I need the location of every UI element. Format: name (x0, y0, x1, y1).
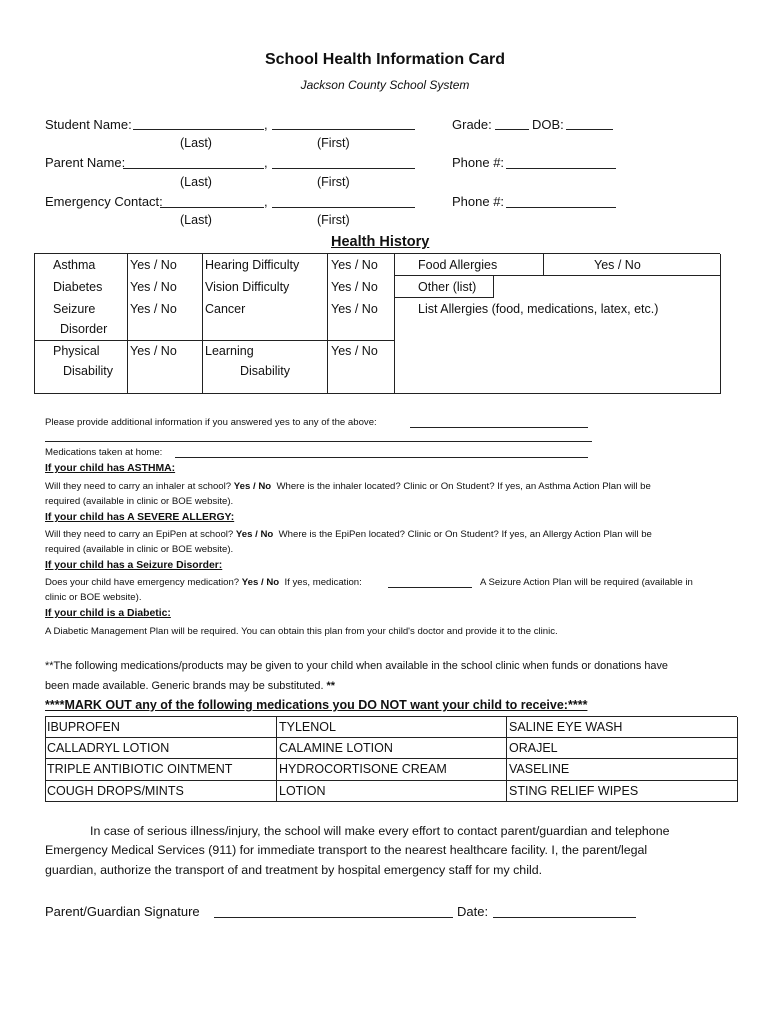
med-hydrocortisone[interactable]: HYDROCORTISONE CREAM (279, 762, 447, 776)
seizure-medication-yes-no[interactable]: Yes / No (241, 577, 280, 588)
seizure-line-1 (45, 577, 362, 588)
dob-label: DOB: (532, 117, 564, 132)
student-first-name-field[interactable] (272, 116, 414, 130)
parent-last-name-field[interactable] (123, 154, 264, 168)
diabetes-yes-no[interactable]: Yes / No (130, 280, 177, 294)
parent-last-line (123, 168, 264, 169)
dob-line (566, 129, 613, 130)
mark-out-heading: ****MARK OUT any of the following medications you DO NOT want your child to receive:**** (45, 698, 588, 712)
grade-line (495, 129, 529, 130)
allergy-heading: If your child has A SEVERE ALLERGY: (45, 512, 235, 523)
meds-notice-line-2 (45, 680, 335, 692)
additional-info-label: Please provide additional information if you answered yes to any of the above: (45, 417, 377, 428)
physical-disability-yes-no[interactable]: Yes / No (130, 344, 177, 358)
condition-learning: Learning (205, 344, 254, 358)
seizure-yes-no[interactable]: Yes / No (130, 302, 177, 316)
med-cough-drops[interactable]: COUGH DROPS/MINTS (47, 784, 184, 798)
emergency-phone-line (506, 207, 616, 208)
signature-label: Parent/Guardian Signature (45, 904, 200, 919)
condition-hearing: Hearing Difficulty (205, 258, 300, 272)
allergy-epipen-yes-no[interactable]: Yes / No (235, 529, 274, 540)
parent-comma: , (264, 155, 268, 170)
student-first-line (272, 129, 415, 130)
emergency-phone-field[interactable] (506, 193, 615, 207)
meds-notice-line-1: **The following medications/products may be given to your child when available in the school clinic when funds or donations have (45, 660, 668, 672)
parent-phone-field[interactable] (506, 154, 615, 168)
med-saline-eye-wash[interactable]: SALINE EYE WASH (509, 720, 623, 734)
parent-first-line (272, 168, 415, 169)
med-tylenol[interactable]: TYLENOL (279, 720, 336, 734)
emergency-first-line (272, 207, 415, 208)
list-allergies-label: List Allergies (food, medications, latex, etc.) (418, 302, 659, 316)
allergy-line-1 (45, 529, 652, 540)
vision-yes-no[interactable]: Yes / No (331, 280, 378, 294)
parent-name-label: Parent Name: (45, 155, 126, 170)
emergency-comma: , (264, 194, 268, 209)
asthma-heading: If your child has ASTHMA: (45, 463, 176, 474)
date-label: Date: (457, 904, 489, 919)
cancer-yes-no[interactable]: Yes / No (331, 302, 378, 316)
grade-label: Grade: (452, 117, 492, 132)
condition-cancer: Cancer (205, 302, 246, 316)
seizure-medication-label: If yes, medication: (284, 577, 362, 588)
medications-home-line (175, 457, 588, 458)
med-vaseline[interactable]: VASELINE (509, 762, 570, 776)
medications-home-label: Medications taken at home: (45, 447, 163, 458)
med-calamine-lotion[interactable]: CALAMINE LOTION (279, 741, 393, 755)
date-field[interactable] (493, 903, 635, 917)
seizure-medication-line (388, 587, 472, 588)
med-sting-relief-wipes[interactable]: STING RELIEF WIPES (509, 784, 639, 798)
seizure-question: Does your child have emergency medication? (45, 577, 240, 588)
student-name-label: Student Name: (45, 117, 132, 132)
emergency-first-caption: (First) (317, 213, 350, 227)
additional-info-line-2 (45, 441, 592, 442)
signature-line (214, 917, 453, 918)
emergency-phone-label: Phone #: (452, 194, 505, 209)
condition-diabetes: Diabetes (53, 280, 103, 294)
parent-first-caption: (First) (317, 175, 350, 189)
seizure-action-plan: A Seizure Action Plan will be required (available in (480, 577, 693, 588)
condition-food-allergies: Food Allergies (418, 258, 498, 272)
consent-line-3: guardian, authorize the transport of and treatment by hospital emergency staff for my child. (45, 863, 543, 877)
emergency-last-line (160, 207, 264, 208)
asthma-line-2: required (available in clinic or BOE website). (45, 496, 234, 507)
consent-line-2: Emergency Medical Services (911) for immediate transport to the nearest healthcare facility. I, the parent/legal (45, 843, 648, 857)
page-subtitle: Jackson County School System (300, 78, 470, 92)
emergency-contact-label: Emergency Contact: (45, 194, 163, 209)
asthma-question: Will they need to carry an inhaler at school? (45, 481, 232, 492)
student-last-line (133, 129, 264, 130)
diabetic-text: A Diabetic Management Plan will be required. You can obtain this plan from your child's doctor and provide it to the clinic. (45, 626, 558, 637)
med-orajel[interactable]: ORAJEL (509, 741, 558, 755)
meds-notice-stars: ** (326, 680, 335, 692)
diabetic-heading: If your child is a Diabetic: (45, 608, 171, 619)
med-calladryl-lotion[interactable]: CALLADRYL LOTION (47, 741, 170, 755)
additional-info-line-1 (410, 427, 588, 428)
meds-notice-generic: been made available. Generic brands may be substituted. (45, 680, 324, 692)
condition-seizure-disorder: Disorder (60, 322, 108, 336)
consent-line-1: In case of serious illness/injury, the school will make every effort to contact parent/guardian and telephone (90, 824, 670, 838)
condition-asthma: Asthma (53, 258, 96, 272)
asthma-line-1 (45, 481, 651, 492)
parent-phone-line (506, 168, 616, 169)
parent-first-name-field[interactable] (272, 154, 414, 168)
signature-field[interactable] (214, 903, 452, 917)
student-first-caption: (First) (317, 136, 350, 150)
page-title: School Health Information Card (264, 51, 505, 68)
med-lotion[interactable]: LOTION (279, 784, 326, 798)
seizure-heading: If your child has a Seizure Disorder: (45, 560, 223, 571)
grade-field[interactable] (495, 116, 528, 130)
allergy-epipen-location: Where is the EpiPen located? Clinic or On Student? If yes, an Allergy Action Plan will be (278, 529, 652, 540)
condition-physical-disability: Disability (63, 364, 114, 378)
learning-disability-yes-no[interactable]: Yes / No (331, 344, 378, 358)
asthma-inhaler-location: Where is the inhaler located? Clinic or On Student? If yes, an Asthma Action Plan will be (276, 481, 651, 492)
student-comma: , (264, 117, 268, 132)
condition-seizure: Seizure (53, 302, 96, 316)
asthma-yes-no[interactable]: Yes / No (130, 258, 177, 272)
food-allergies-yes-no[interactable]: Yes / No (594, 258, 641, 272)
student-last-name-field[interactable] (133, 116, 263, 130)
date-line (493, 917, 636, 918)
med-ibuprofen[interactable]: IBUPROFEN (47, 720, 120, 734)
allergy-line-2: required (available in clinic or BOE website). (45, 544, 234, 555)
parent-last-caption: (Last) (180, 175, 212, 189)
allergy-question: Will they need to carry an EpiPen at school? (45, 529, 234, 540)
med-triple-antibiotic[interactable]: TRIPLE ANTIBIOTIC OINTMENT (47, 762, 233, 776)
condition-vision: Vision Difficulty (205, 280, 290, 294)
condition-physical: Physical (53, 344, 100, 358)
emergency-last-name-field[interactable] (160, 193, 264, 207)
condition-other-list: Other (list) (418, 280, 477, 294)
asthma-inhaler-yes-no[interactable]: Yes / No (233, 481, 272, 492)
student-last-caption: (Last) (180, 136, 212, 150)
emergency-first-name-field[interactable] (272, 193, 414, 207)
emergency-last-caption: (Last) (180, 213, 212, 227)
seizure-line-2: clinic or BOE website). (45, 592, 142, 603)
parent-phone-label: Phone #: (452, 155, 505, 170)
dob-field[interactable] (566, 116, 612, 130)
hearing-yes-no[interactable]: Yes / No (331, 258, 378, 272)
health-history-title: Health History (331, 234, 430, 250)
condition-learning-disability: Disability (240, 364, 291, 378)
